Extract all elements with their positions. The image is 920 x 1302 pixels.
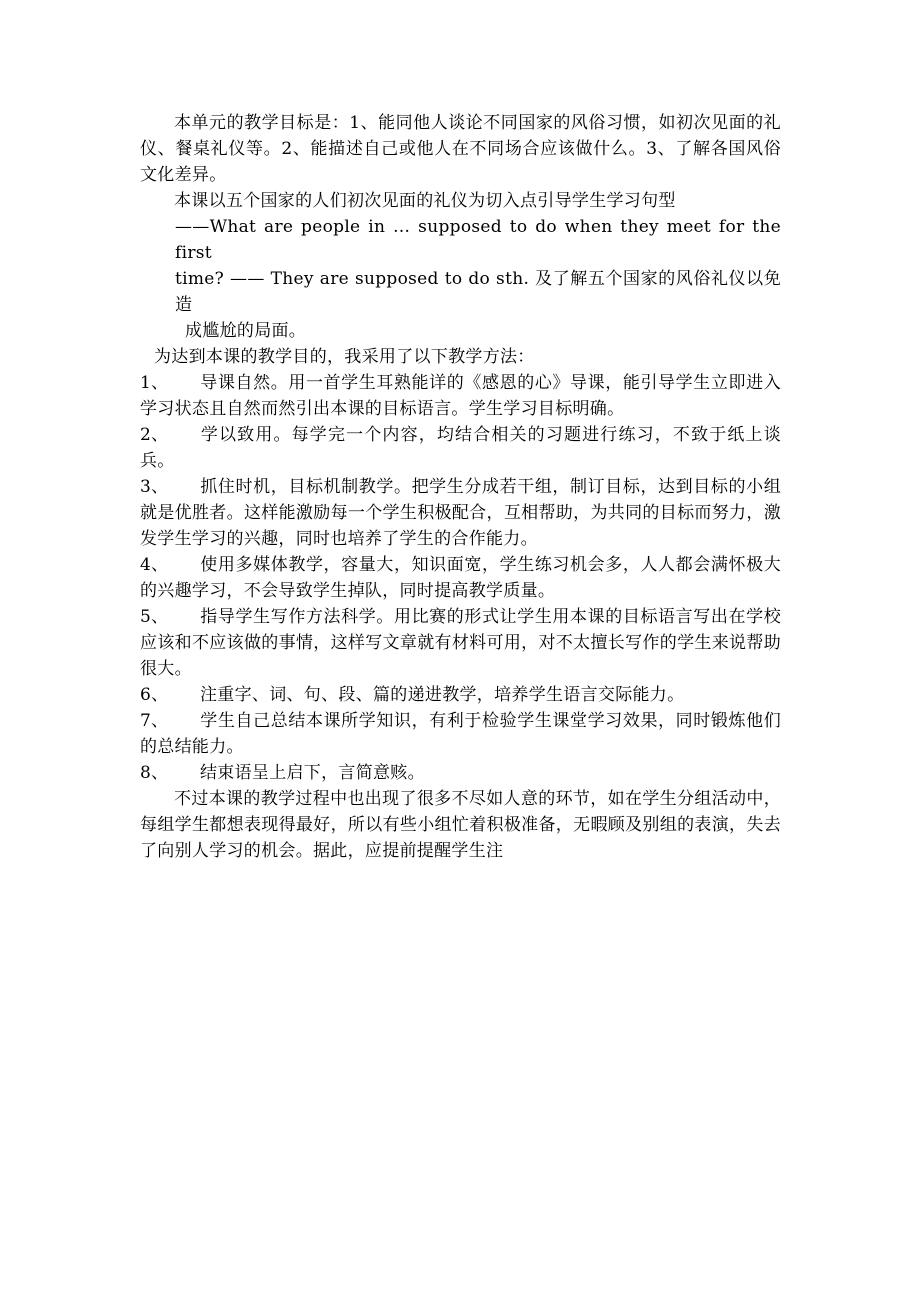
method-number: 5、: [140, 607, 169, 627]
method-number: 3、: [140, 477, 169, 497]
method-item: [140, 474, 781, 552]
method-text: 注重字、词、句、段、篇的递进教学，培养学生语言交际能力。: [200, 685, 685, 705]
method-text: 导课自然。用一首学生耳熟能详的《感恩的心》导课，能引导学生立即进入学习状态且自然而然引出本课的目标语言。学生学习目标明确。: [140, 373, 781, 419]
method-text: 学以致用。每学完一个内容，均结合相关的习题进行练习，不致于纸上谈兵。: [140, 425, 781, 471]
sentence-pattern-line-2: time? —— They are supposed to do sth. 及了解五个国家的风俗礼仪以免造: [175, 269, 781, 315]
method-item: [140, 552, 781, 604]
methods-list: [140, 370, 781, 786]
sentence-pattern-block: [140, 214, 781, 344]
document-page: [140, 110, 781, 864]
closing-paragraph: 不过本课的教学过程中也出现了很多不尽如人意的环节，如在学生分组活动中，每组学生都想表现得最好，所以有些小组忙着积极准备，无暇顾及别组的表演，失去了向别人学习的机会。据此，应提前提醒学生注: [140, 789, 781, 861]
method-item: [140, 604, 781, 682]
method-text: 指导学生写作方法科学。用比赛的形式让学生用本课的目标语言写出在学校应该和不应该做的事情，这样写文章就有材料可用，对不太擅长写作的学生来说帮助很大。: [140, 607, 781, 679]
method-number: 2、: [140, 425, 169, 445]
method-text: 结束语呈上启下，言简意赅。: [200, 763, 425, 783]
method-number: 6、: [140, 685, 169, 705]
methods-intro: 为达到本课的教学目的，我采用了以下教学方法：: [154, 347, 535, 367]
goals-paragraph: 本单元的教学目标是：1、能同他人谈论不同国家的风俗习惯，如初次见面的礼仪、餐桌礼仪等。2、能描述自己或他人在不同场合应该做什么。3、了解各国风俗文化差异。: [140, 113, 781, 185]
method-number: 4、: [140, 555, 169, 575]
method-item: [140, 708, 781, 760]
method-number: 7、: [140, 711, 169, 731]
method-number: 1、: [140, 373, 169, 393]
method-item: [140, 422, 781, 474]
sentence-pattern-line-1: ——What are people in … supposed to do when they meet for the first: [175, 217, 781, 263]
method-text: 使用多媒体教学，容量大，知识面宽，学生练习机会多，人人都会满怀极大的兴趣学习，不会导致学生掉队，同时提高教学质量。: [140, 555, 781, 601]
method-text: 学生自己总结本课所学知识，有利于检验学生课堂学习效果，同时锻炼他们的总结能力。: [140, 711, 781, 757]
method-item: [140, 760, 781, 786]
method-item: [140, 682, 781, 708]
method-number: 8、: [140, 763, 169, 783]
lesson-intro: 本课以五个国家的人们初次见面的礼仪为切入点引导学生学习句型: [174, 191, 676, 211]
sentence-pattern-line-3: 成尴尬的局面。: [185, 321, 307, 341]
method-text: 抓住时机，目标机制教学。把学生分成若干组，制订目标，达到目标的小组就是优胜者。这样能激励每一个学生积极配合，互相帮助，为共同的目标而努力，激发学生学习的兴趣，同时也培养了学生的合作能力。: [140, 477, 781, 549]
method-item: [140, 370, 781, 422]
